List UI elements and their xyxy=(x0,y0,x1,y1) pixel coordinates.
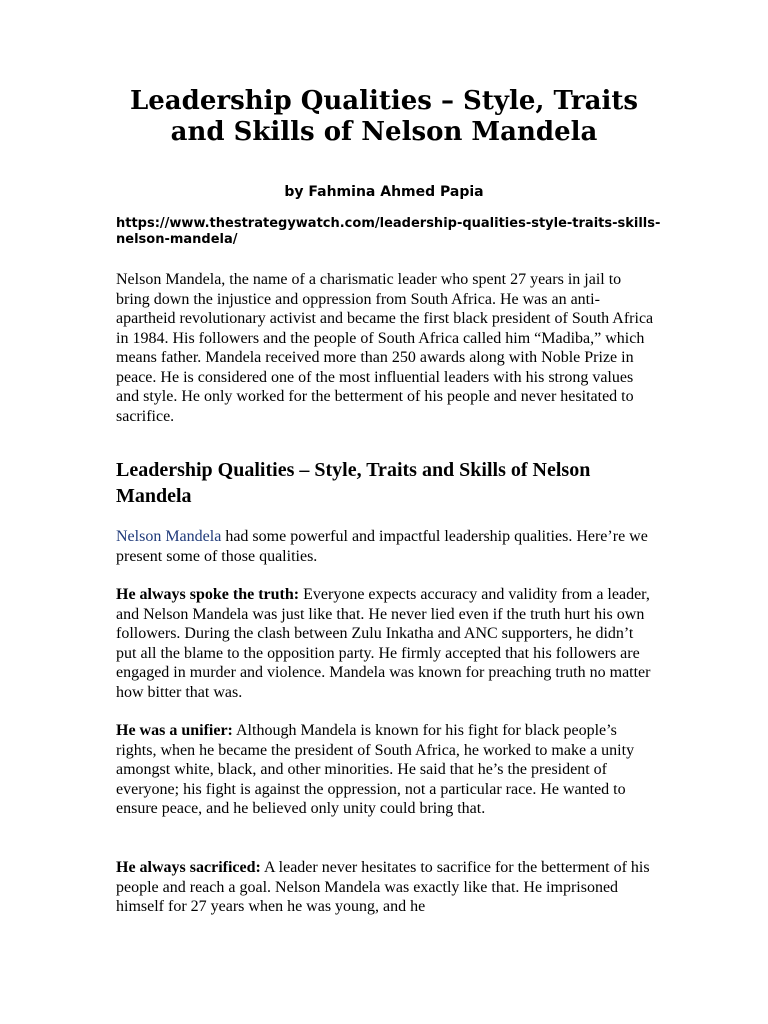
quality-paragraph-sacrificed xyxy=(116,858,656,917)
source-url: https://www.thestrategywatch.com/leadership-qualities-style-traits-skills-nelson-mandela/ xyxy=(116,216,661,247)
quality-paragraph-unifier xyxy=(116,721,656,819)
quality-paragraph-truth xyxy=(116,585,656,702)
quality-lead: He was a unifier: xyxy=(116,722,233,739)
document-title: Leadership Qualities – Style, Traits and Skills of Nelson Mandela xyxy=(129,86,638,147)
section-intro-paragraph xyxy=(116,527,656,566)
quality-text: A leader never hesitates to sacrifice for the betterment of his people and reach a goal. Nelson Mandela was exactly like that. He imprisoned himself for 27 years when he was young, and he xyxy=(116,859,650,915)
quality-text: Although Mandela is known for his fight for black people’s rights, when he became the president of South Africa, he worked to make a unity amongst white, black, and other minorities. He said that he’s the president of everyone; his fight is against the oppression, not a particular race. He wanted to ensure peace, and he believed only unity could bring that. xyxy=(116,722,635,817)
quality-lead: He always spoke the truth: xyxy=(116,586,300,603)
nelson-mandela-link[interactable]: Nelson Mandela xyxy=(116,528,222,545)
section-intro-text: had some powerful and impactful leadership qualities. Here’re we present some of those qualities. xyxy=(116,528,648,565)
section-heading: Leadership Qualities – Style, Traits and Skills of Nelson Mandela xyxy=(116,459,591,507)
quality-lead: He always sacrificed: xyxy=(116,859,261,876)
author-byline: by Fahmina Ahmed Papia xyxy=(284,184,484,200)
quality-text: Everyone expects accuracy and validity from a leader, and Nelson Mandela was just like that. He never lied even if the truth hurt his own followers. During the clash between Zulu Inkatha and ANC supporters, he didn’t put all the blame to the opposition party. He firmly accepted that his followers are engaged in murder and violence. Mandela was known for preaching truth no matter how bitter that was. xyxy=(116,586,651,701)
intro-paragraph: Nelson Mandela, the name of a charismatic leader who spent 27 years in jail to bring down the injustice and oppression from South Africa. He was an anti-apartheid revolutionary activist and became the first black president of South Africa in 1984. His followers and the people of South Africa called him “Madiba,” which means father. Mandela received more than 250 awards along with Noble Prize in peace. He is considered one of the most influential leaders with his strong values and style. He only worked for the betterment of his people and never hesitated to sacrifice. xyxy=(116,271,654,425)
